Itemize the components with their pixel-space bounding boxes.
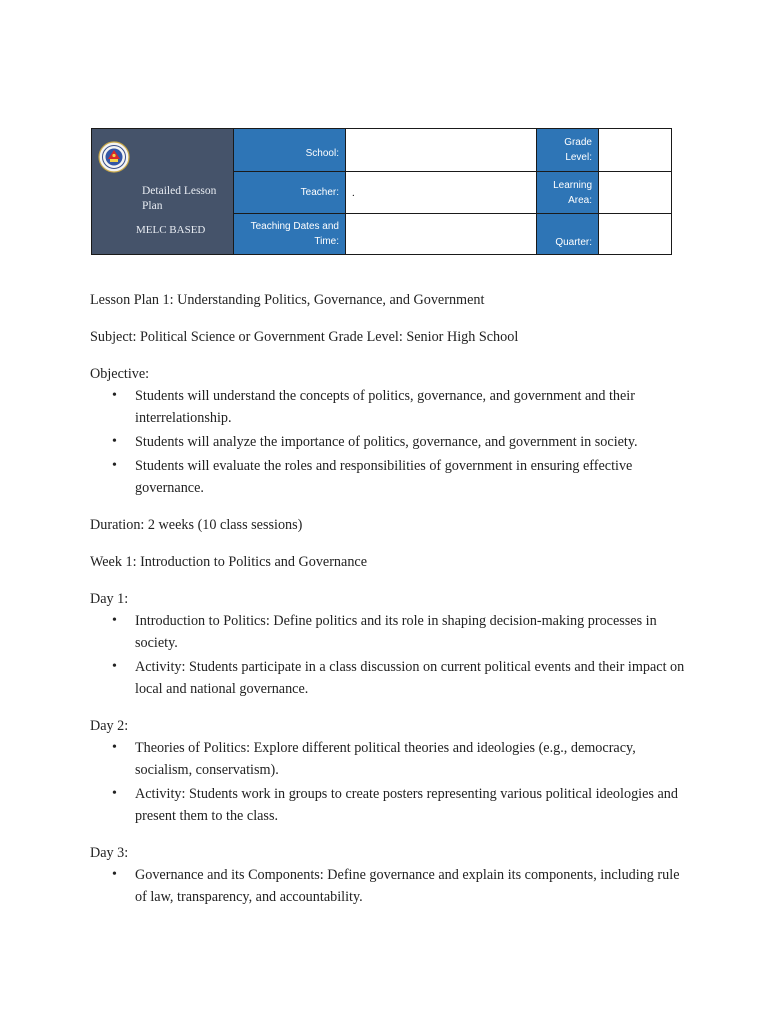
subject-line: Subject: Political Science or Government Grade Level: Senior High School <box>90 329 519 345</box>
lesson-title: Lesson Plan 1: Understanding Politics, Governance, and Government <box>90 292 485 308</box>
title-line-2: Plan <box>142 200 163 212</box>
grade-level-label-line1: Grade <box>564 137 592 148</box>
quarter-field[interactable] <box>599 214 672 255</box>
title-line-1: Detailed Lesson <box>142 185 217 197</box>
lesson-content <box>90 289 690 923</box>
objectives-list <box>90 385 690 499</box>
list-item: • Students will analyze the importance of politics, governance, and government in society. <box>90 431 690 453</box>
deped-seal-icon <box>98 141 130 173</box>
objective-heading: Objective: <box>90 366 150 382</box>
learning-area-label-line1: Learning <box>553 179 592 191</box>
day-2-list <box>90 737 690 827</box>
grade-level-field[interactable] <box>599 129 672 172</box>
lesson-header-table <box>91 128 672 255</box>
day-1-list <box>90 610 690 700</box>
teacher-field[interactable]: . <box>346 172 537 214</box>
list-item: • Theories of Politics: Explore different political theories and ideologies (e.g., democracy, socialism, conservatism). <box>90 737 690 781</box>
day-3-heading: Day 3: <box>90 845 129 861</box>
list-item: • Governance and its Components: Define governance and explain its components, including rule of law, transparency, and accountability. <box>90 864 690 908</box>
quarter-label: Quarter: <box>537 214 599 255</box>
teaching-dates-label-line2: Time: <box>314 236 339 247</box>
week-1-heading: Week 1: Introduction to Politics and Governance <box>90 554 368 570</box>
day-3-list <box>90 864 690 908</box>
list-item: • Activity: Students participate in a class discussion on current political events and their impact on local and national governance. <box>90 656 690 700</box>
learning-area-label-line2: Area: <box>568 194 592 206</box>
teaching-dates-field[interactable] <box>346 214 537 255</box>
duration-line: Duration: 2 weeks (10 class sessions) <box>90 517 303 533</box>
day-2-heading: Day 2: <box>90 718 129 734</box>
list-item: • Activity: Students work in groups to create posters representing various political ideologies and present them to the class. <box>90 783 690 827</box>
dlp-title <box>142 184 230 214</box>
list-item: • Students will understand the concepts of politics, governance, and government and their interrelationship. <box>90 385 690 429</box>
day-1-heading: Day 1: <box>90 591 129 607</box>
learning-area-field[interactable] <box>599 172 672 214</box>
list-item: • Students will evaluate the roles and responsibilities of government in ensuring effective governance. <box>90 455 690 499</box>
school-label: School: <box>234 129 346 172</box>
grade-level-label <box>537 129 599 172</box>
school-field[interactable] <box>346 129 537 172</box>
teaching-dates-label <box>234 214 346 255</box>
melc-based-label: MELC BASED <box>136 224 206 236</box>
logo-panel <box>92 129 234 255</box>
teaching-dates-label-line1: Teaching Dates and <box>250 221 339 232</box>
grade-level-label-line2: Level: <box>565 152 592 163</box>
teacher-label: Teacher: <box>234 172 346 214</box>
list-item: • Introduction to Politics: Define politics and its role in shaping decision-making processes in society. <box>90 610 690 654</box>
learning-area-label <box>537 172 599 214</box>
